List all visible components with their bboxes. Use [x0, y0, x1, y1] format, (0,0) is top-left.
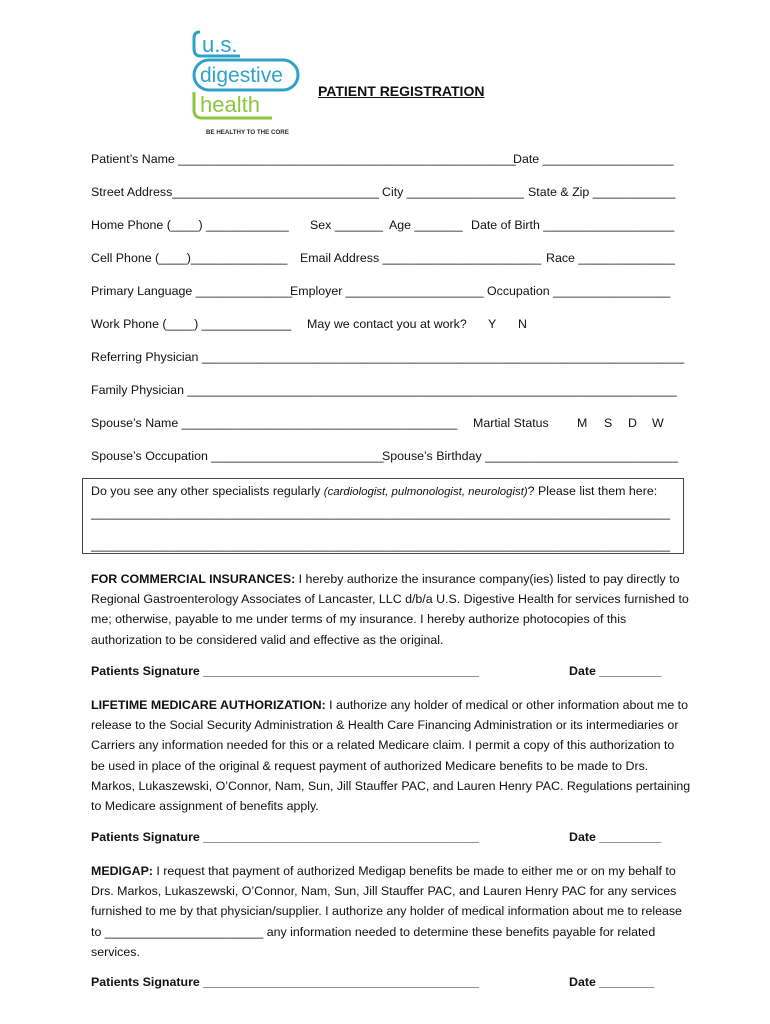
specialists-question-start: Do you see any other specialists regularly — [91, 484, 321, 498]
spouse-occupation-field[interactable]: Spouse’s Occupation _________________________ — [91, 449, 384, 463]
marital-m[interactable]: M — [577, 416, 588, 430]
medicare-section — [91, 695, 691, 816]
page-title: PATIENT REGISTRATION — [318, 83, 485, 99]
marital-w[interactable]: W — [652, 416, 664, 430]
age-field[interactable]: Age _______ — [389, 218, 463, 232]
medigap-heading: MEDIGAP: — [91, 864, 153, 878]
patient-signature-1[interactable]: Patients Signature ________________________________________ — [91, 664, 479, 678]
logo-digestive-text: digestive — [200, 64, 283, 87]
commercial-insurance-section — [91, 569, 691, 650]
row-referring — [91, 350, 685, 368]
referring-physician-field[interactable]: Referring Physician ______________________________________________________________________ — [91, 350, 685, 364]
marital-d[interactable]: D — [628, 416, 637, 430]
row-language — [91, 284, 681, 302]
patient-signature-2[interactable]: Patients Signature ________________________________________ — [91, 830, 479, 844]
contact-work-yes[interactable]: Y — [488, 317, 497, 331]
logo-us-text: u.s. — [202, 32, 238, 57]
row-cell-phone — [91, 251, 681, 269]
dob-field[interactable]: Date of Birth ___________________ — [471, 218, 675, 232]
street-address-field[interactable]: Street Address______________________________ — [91, 185, 380, 199]
contact-at-work-label: May we contact you at work? — [307, 317, 467, 331]
medigap-body: I request that payment of authorized Medigap benefits be made to either me or on my behalf to Drs. Markos, Lukaszewski, O’Connor, Nam, Sun, Jill Stauffer PAC, and Lauren Henry PAC for any services furnished to me by that physician/supplier. I authorize any holder of medical information about me to release to _______________________ any information needed to determine these benefits payable for related services. — [91, 864, 682, 959]
city-field[interactable]: City _________________ — [382, 185, 524, 199]
marital-status-label: Martial Status — [473, 416, 549, 430]
contact-work-no[interactable]: N — [518, 317, 527, 331]
email-field[interactable]: Email Address _______________________ — [300, 251, 542, 265]
specialists-question-end: ? Please list them here: — [527, 484, 658, 498]
family-physician-field[interactable]: Family Physician _______________________________________________________________________ — [91, 383, 677, 397]
commercial-body: I hereby authorize the insurance company(ies) listed to pay directly to Regional Gastroenterology Associates of Lancaster, LLC d/b/a U.S. Digestive Health for services furnished to me; otherwise, payable to me under terms of my insurance. I hereby authorize photocopies of this authorization to be considered valid and effective as the original. — [91, 572, 689, 647]
specialists-line-2[interactable]: ____________________________________________________________________________________ — [91, 538, 670, 552]
row-spouse — [91, 416, 681, 434]
row-family — [91, 383, 681, 401]
race-field[interactable]: Race ______________ — [546, 251, 675, 265]
specialists-question — [91, 484, 657, 498]
marital-s[interactable]: S — [604, 416, 613, 430]
commercial-heading: FOR COMMERCIAL INSURANCES: — [91, 572, 296, 586]
row-spouse-occupation — [91, 449, 681, 467]
medicare-body: I authorize any holder of medical or other information about me to release to the Social Security Administration & Health Care Financing Administration or its intermediaries or Carriers any information needed for this or a related Medicare claim. I permit a copy of this authorization to be used in place of the original & request payment of authorized Medicare benefits to be made to Drs. Markos, Lukaszewski, O’Connor, Nam, Sun, Jill Stauffer PAC, and Lauren Henry PAC. Regulations pertaining to Medicare assignment of benefits apply. — [91, 698, 691, 814]
specialists-line-1[interactable]: ____________________________________________________________________________________ — [91, 506, 670, 520]
row-address — [91, 185, 681, 203]
patient-signature-3[interactable]: Patients Signature ________________________________________ — [91, 975, 479, 989]
cell-phone-field[interactable]: Cell Phone (____)______________ — [91, 251, 288, 265]
sex-field[interactable]: Sex _______ — [310, 218, 384, 232]
work-phone-field[interactable]: Work Phone (____) _____________ — [91, 317, 292, 331]
spouse-name-field[interactable]: Spouse’s Name ________________________________________ — [91, 416, 458, 430]
signature-date-2[interactable]: Date _________ — [569, 830, 662, 844]
row-work-phone — [91, 317, 681, 335]
row-home-phone — [91, 218, 681, 236]
state-zip-field[interactable]: State & Zip ____________ — [528, 185, 676, 199]
primary-language-field[interactable]: Primary Language ______________ — [91, 284, 293, 298]
signature-date-3[interactable]: Date ________ — [569, 975, 655, 989]
spouse-birthday-field[interactable]: Spouse’s Birthday ____________________________ — [382, 449, 679, 463]
row-patient-name — [91, 152, 681, 170]
logo-graphic — [192, 30, 302, 138]
employer-field[interactable]: Employer ____________________ — [290, 284, 484, 298]
occupation-field[interactable]: Occupation _________________ — [487, 284, 671, 298]
medigap-section — [91, 861, 691, 962]
medicare-heading: LIFETIME MEDICARE AUTHORIZATION: — [91, 698, 326, 712]
date-field[interactable]: Date ___________________ — [513, 152, 674, 166]
specialists-examples: (cardiologist, pulmonologist, neurologist) — [323, 486, 528, 498]
company-logo — [192, 30, 302, 138]
patient-name-field[interactable]: Patient’s Name _________________________________________________ — [91, 152, 516, 166]
logo-tagline: BE HEALTHY TO THE CORE — [206, 129, 289, 136]
signature-date-1[interactable]: Date _________ — [569, 664, 662, 678]
logo-health-text: health — [200, 92, 260, 117]
home-phone-field[interactable]: Home Phone (____) ____________ — [91, 218, 289, 232]
